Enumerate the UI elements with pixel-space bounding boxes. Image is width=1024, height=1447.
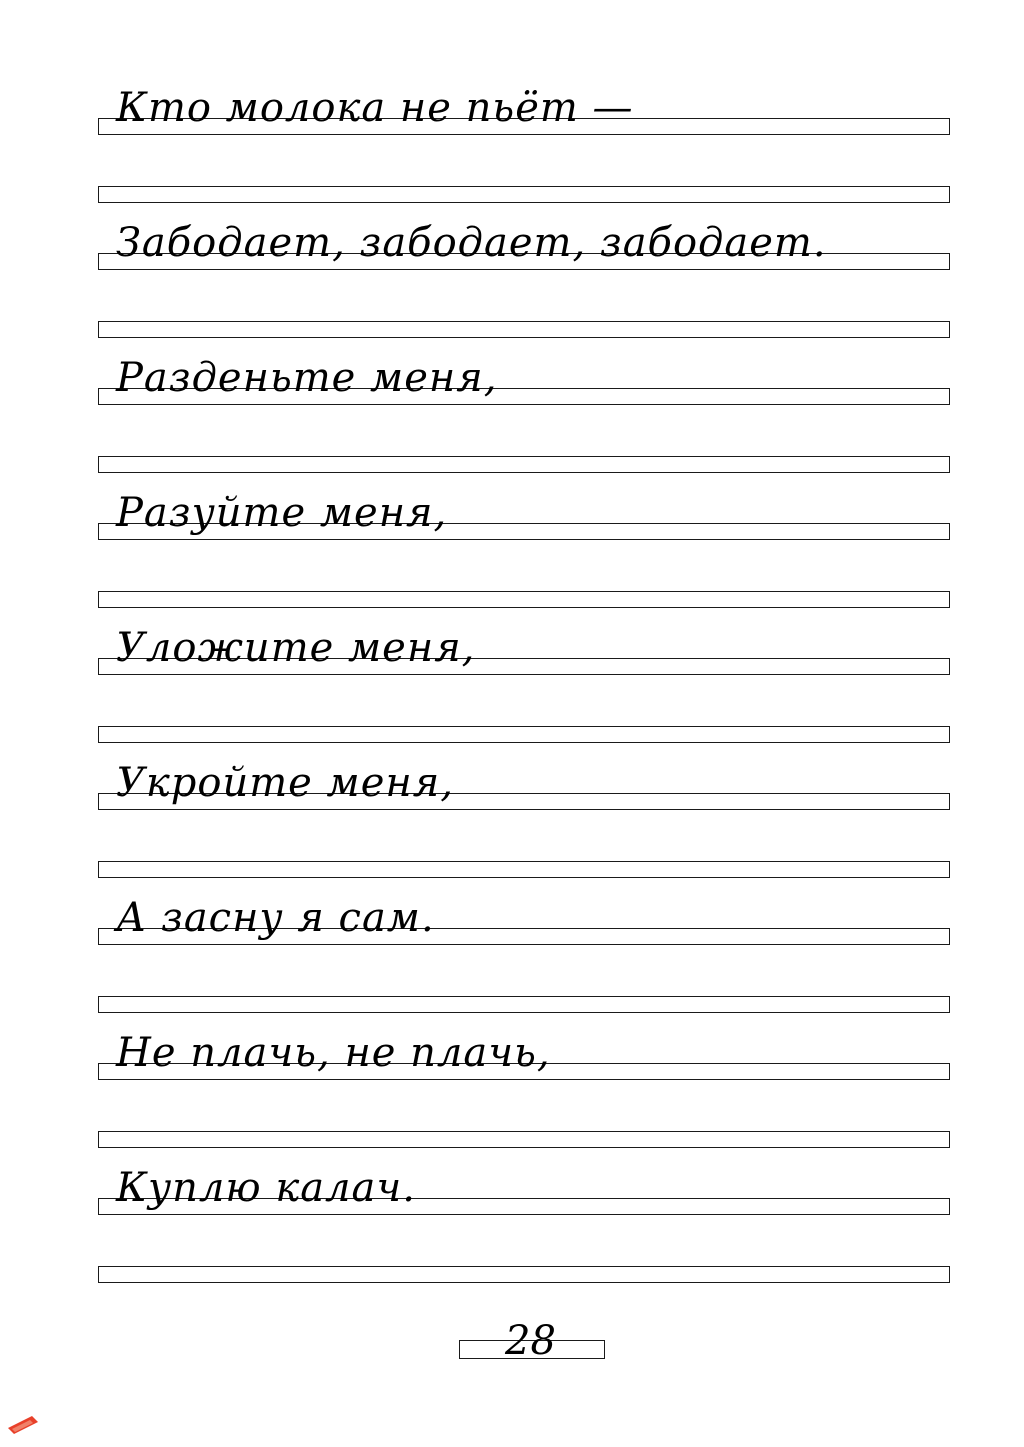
handwritten-line: Куплю калач. <box>116 1165 416 1211</box>
logo-badge-icon <box>6 1414 40 1436</box>
guide-line-bottom <box>98 591 950 608</box>
handwritten-line: Уложите меня, <box>116 625 476 671</box>
guide-line-bottom <box>98 186 950 203</box>
handwritten-line: Разуйте меня, <box>116 490 448 536</box>
page-number: 28 <box>505 1318 556 1364</box>
handwritten-line: Укройте меня, <box>116 760 454 806</box>
handwritten-line: Кто молока не пьёт — <box>116 85 634 131</box>
guide-line-bottom <box>98 456 950 473</box>
handwritten-line: Разденьте меня, <box>116 355 498 401</box>
guide-line-bottom <box>98 1266 950 1283</box>
guide-line-bottom <box>98 321 950 338</box>
handwritten-line: Забодает, забодает, забодает. <box>116 220 827 266</box>
guide-line-bottom <box>98 996 950 1013</box>
guide-line-bottom <box>98 1131 950 1148</box>
handwritten-line: А засну я сам. <box>116 895 435 941</box>
guide-line-bottom <box>98 726 950 743</box>
handwritten-line: Не плачь, не плачь, <box>116 1030 551 1076</box>
guide-line-bottom <box>98 861 950 878</box>
